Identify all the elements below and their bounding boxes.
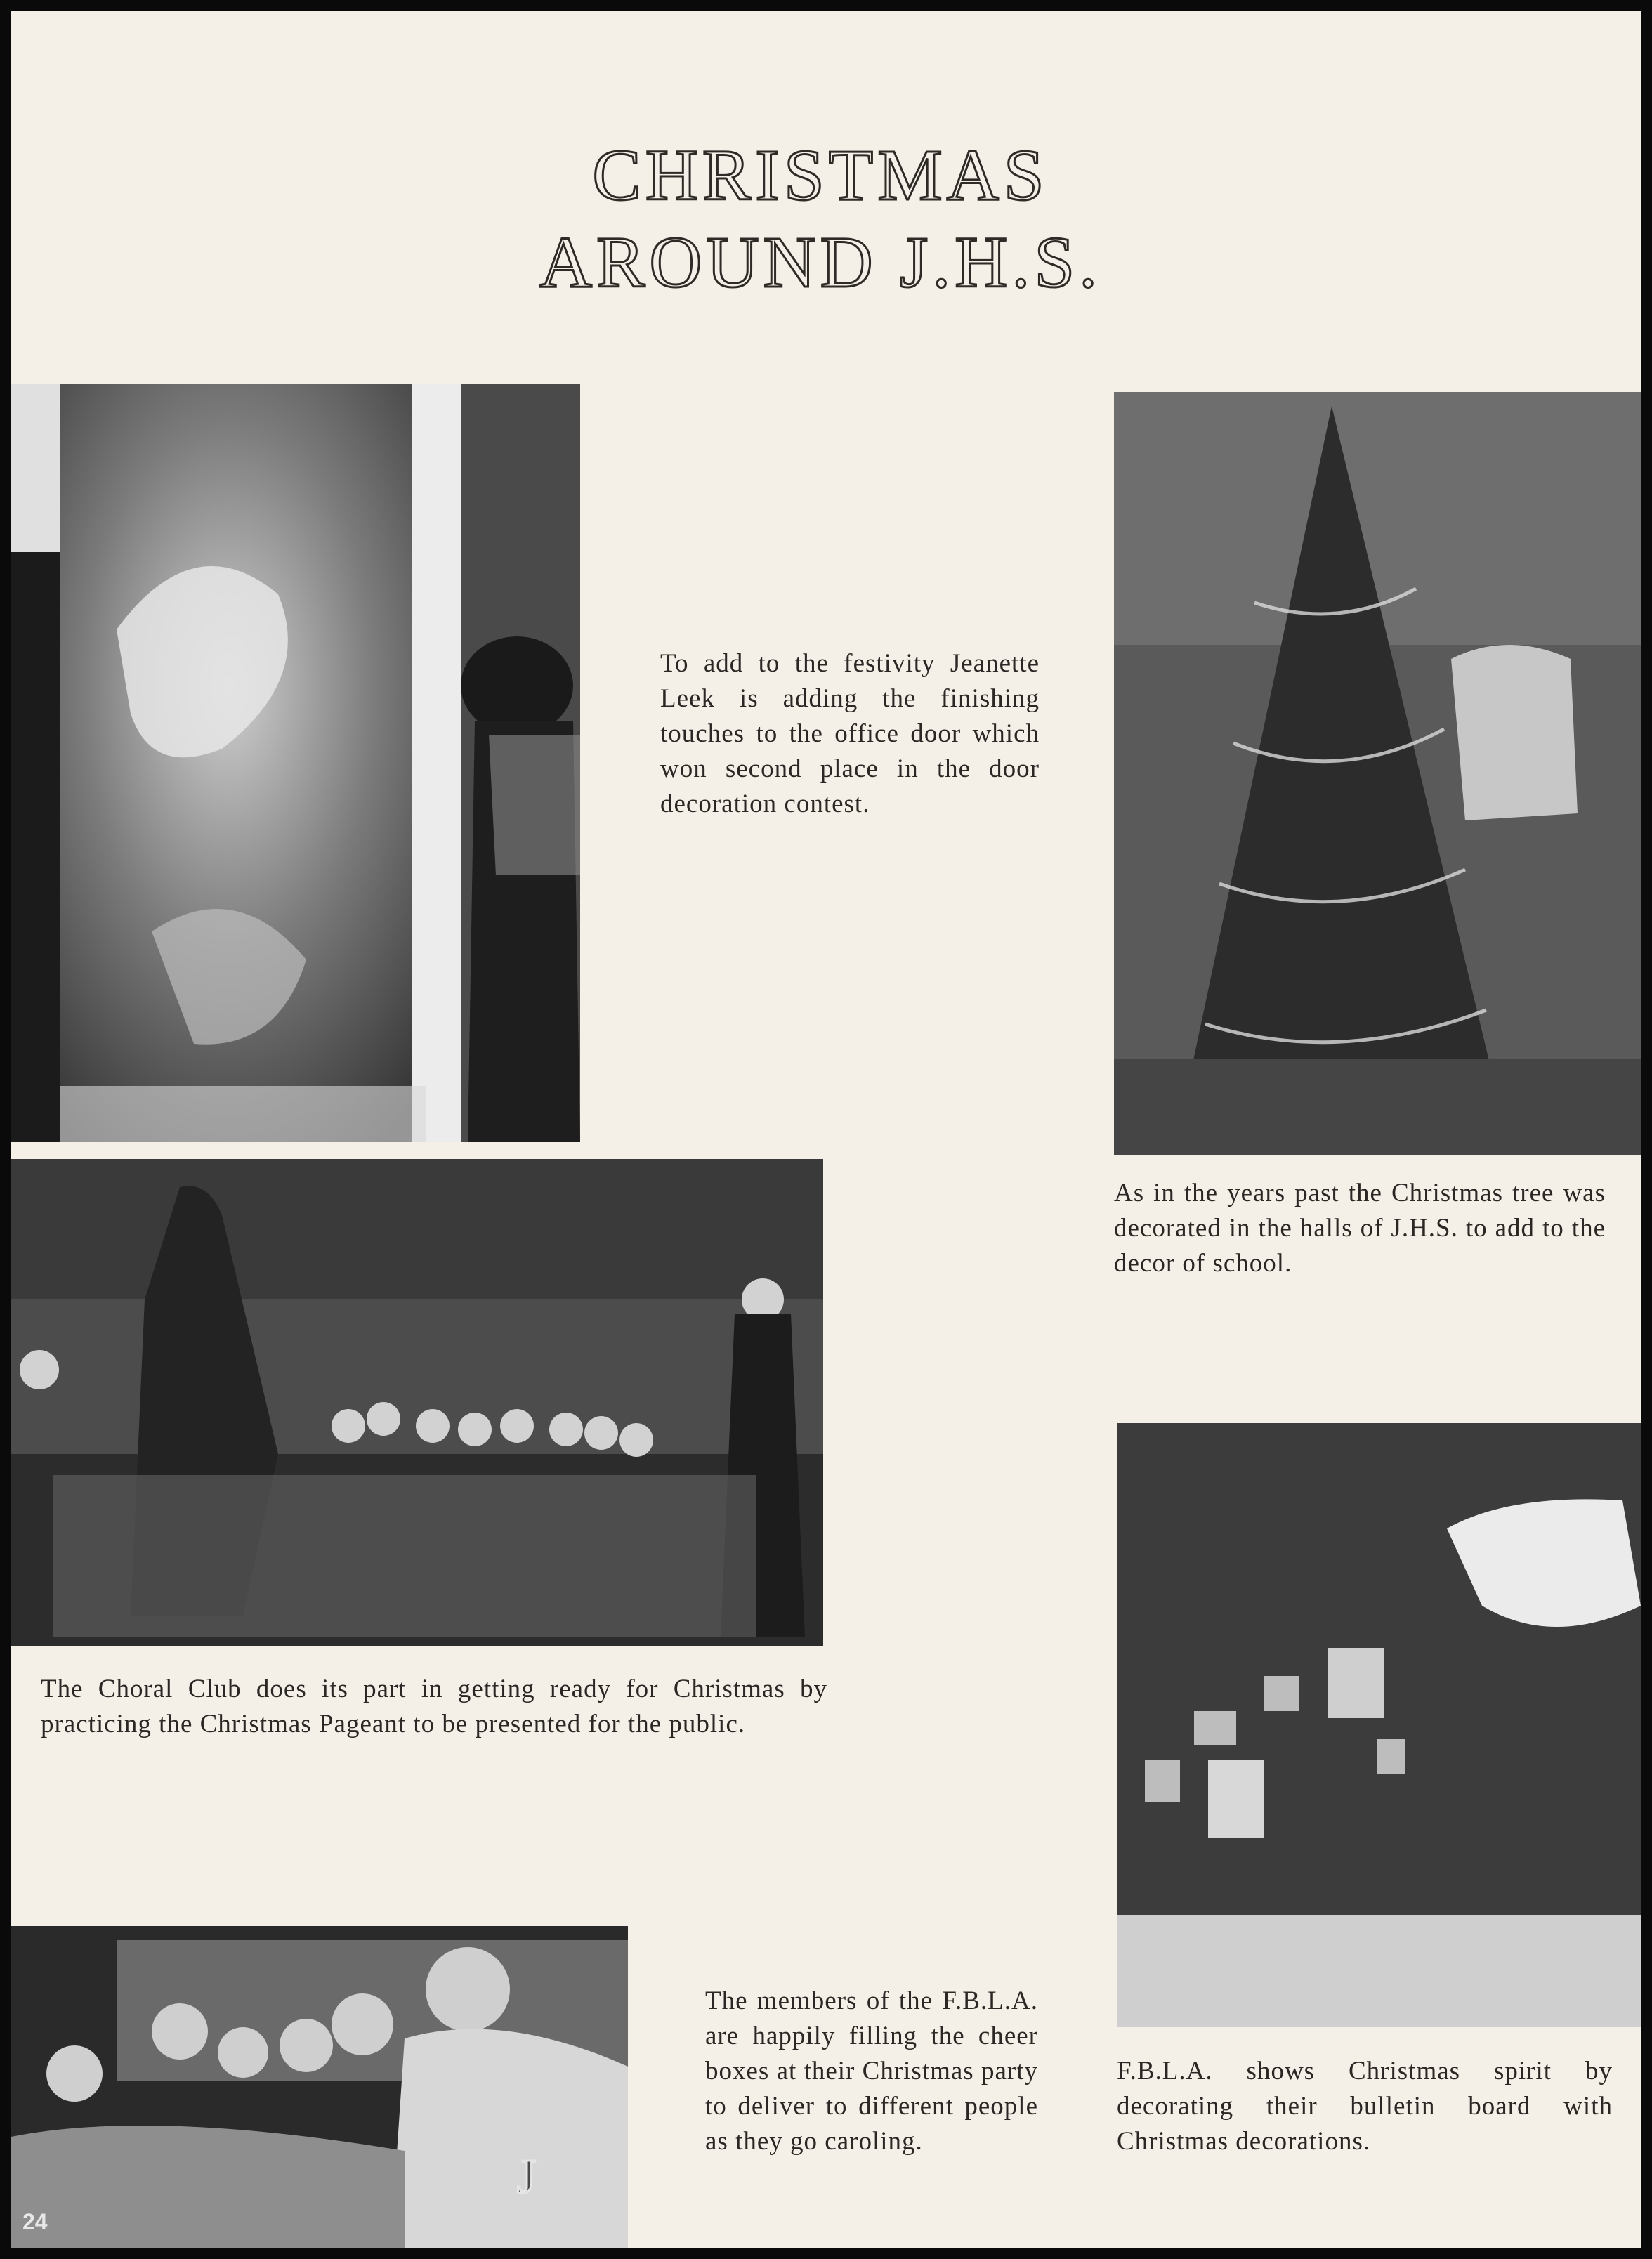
- caption-fbla-board: F.B.L.A. shows Christmas spirit by decorating their bulletin board with Christmas decorations.: [1117, 2057, 1613, 2156]
- photo-bulletin-board: [1117, 1423, 1641, 2027]
- photo-door-decoration: [11, 384, 580, 1142]
- title-line-2: AROUND J.H.S.: [539, 222, 1102, 303]
- caption-tree: As in the years past the Christmas tree was decorated in the halls of J.H.S. to add to the decor of school.: [1114, 1179, 1606, 1278]
- title-line-1: CHRISTMAS: [592, 135, 1049, 216]
- page-title: [11, 132, 1641, 306]
- photo-fbla-party: [11, 1926, 628, 2248]
- caption-fbla-party: The members of the F.B.L.A. are happily filling the cheer boxes at their Christmas party to deliver to different people as they go caroling.: [705, 1986, 1038, 2156]
- caption-door: To add to the festivity Jeanette Leek is adding the finishing touches to the office door which won second place in the door decoration contest.: [660, 649, 1040, 818]
- photo-christmas-tree: [1114, 392, 1641, 1155]
- yearbook-page: [11, 11, 1641, 2248]
- caption-choral: The Choral Club does its part in getting ready for Christmas by practicing the Christmas Pageant to be presented for the public.: [41, 1675, 827, 1739]
- photo-choral-club: [11, 1159, 823, 1646]
- svg-text:J: J: [517, 2150, 537, 2204]
- page-number: 24: [22, 2209, 48, 2234]
